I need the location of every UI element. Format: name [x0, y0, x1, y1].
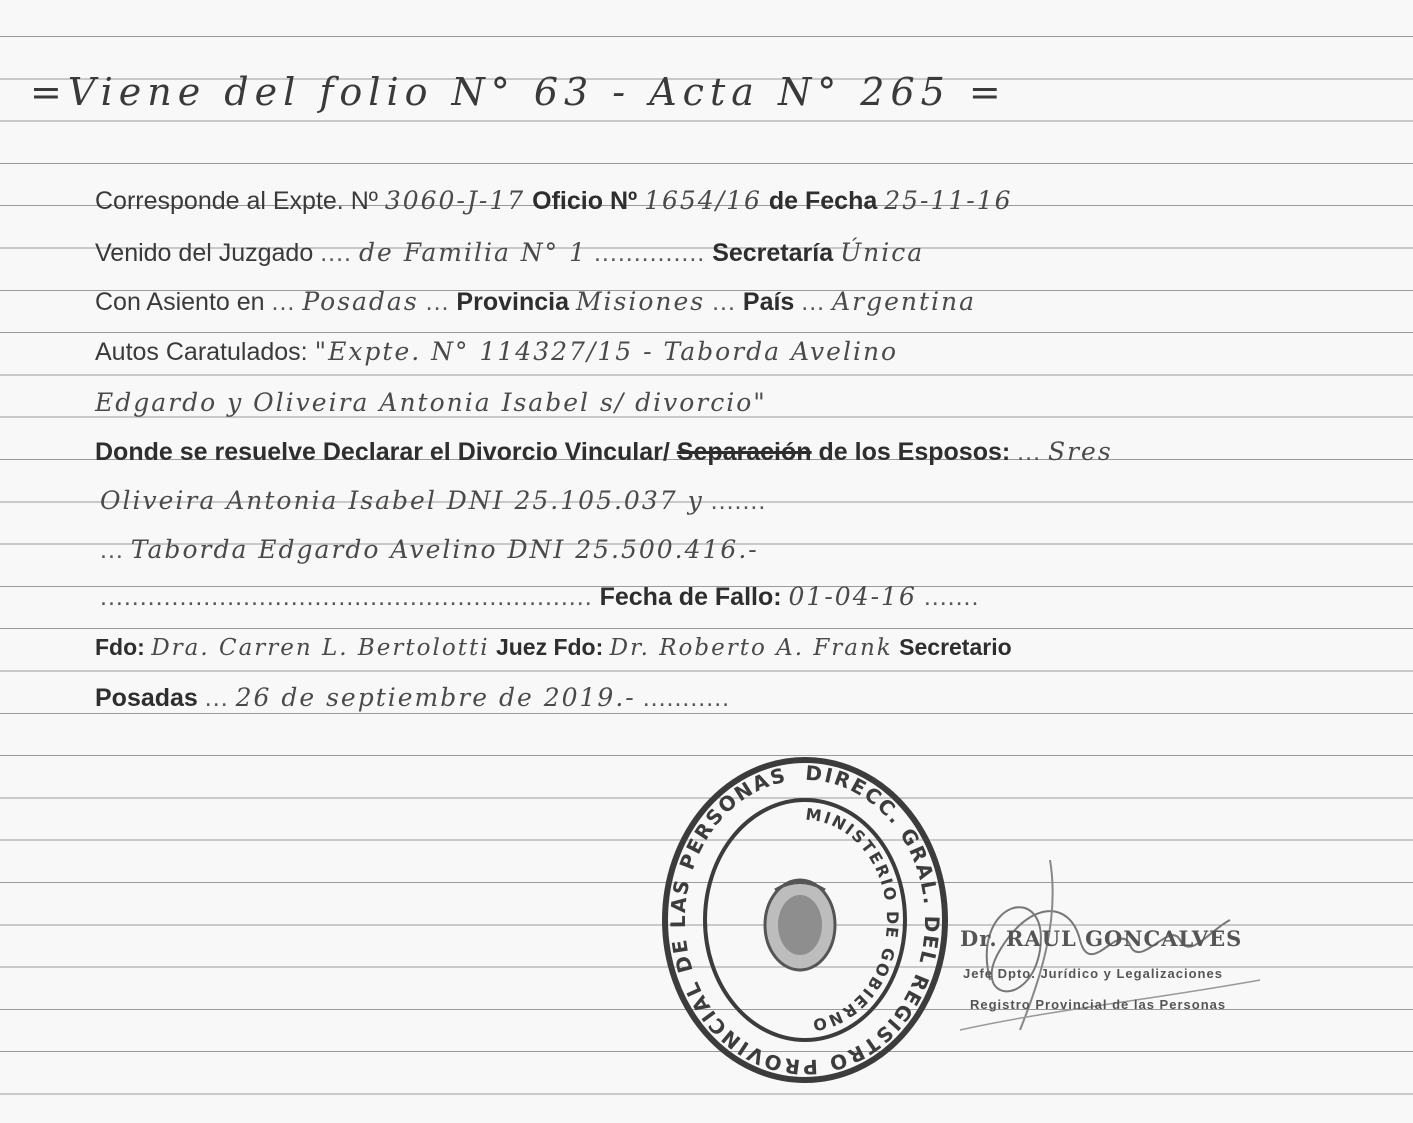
signatory-name: Dr. RAUL GONCALVES [960, 926, 1243, 951]
juez-label: Juez Fdo: [495, 634, 604, 660]
spouse-2-value: Taborda Edgardo Avelino DNI 25.500.416.- [130, 535, 759, 564]
esposos-label: de los Esposos: [818, 438, 1011, 466]
firmas-row [95, 632, 1012, 663]
expte-label: Corresponde al Expte. Nº [95, 187, 378, 215]
lugar-fecha-row: Posadas ... 26 de septiembre de 2019.- ........... [95, 683, 731, 712]
separacion-struck: Separación [676, 438, 812, 466]
asiento-row: Con Asiento en ... Posadas ... Provincia Misiones ... País ... Argentina [95, 287, 977, 316]
expte-value: 3060-J-17 [384, 186, 526, 215]
oficio-value: 1654/16 [644, 186, 762, 215]
sres-value: Sres [1047, 437, 1113, 466]
juzgado-row: Venido del Juzgado .... de Familia N° 1 .............. Secretaría Única [95, 238, 925, 267]
autos-value-1: "Expte. N° 114327/15 - Taborda Avelino [314, 337, 899, 366]
signatory-title-1: Jefe Dpto. Jurídico y Legalizaciones [963, 966, 1223, 981]
pais-value: Argentina [832, 287, 977, 316]
secretario-label: Secretario [899, 634, 1012, 660]
pais-label: País [742, 288, 795, 316]
fallo-label: Fecha de Fallo: [599, 583, 782, 611]
autos-value-2: Edgardo y Oliveira Antonia Isabel s/ divorcio" [95, 388, 767, 417]
juzgado-label: Venido del Juzgado [95, 239, 314, 267]
autos-row-continued [95, 388, 767, 418]
spouse-1-row: Oliveira Antonia Isabel DNI 25.105.037 y ....... [100, 486, 767, 515]
lugar-fecha-value: 26 de septiembre de 2019.- [235, 683, 636, 712]
folio-header: =Viene del folio N° 63 - Acta N° 265 = [30, 70, 1007, 114]
fdo-label: Fdo: [95, 634, 145, 660]
autos-row [95, 337, 898, 367]
seal-inner-text: MINISTERIO DE GOBIERNO [804, 804, 903, 1035]
provincia-value: Misiones [575, 287, 706, 316]
signatory-title-2: Registro Provincial de las Personas [970, 997, 1227, 1012]
juzgado-value: de Familia N° 1 [358, 238, 588, 267]
oficio-label: Oficio Nº [532, 187, 638, 215]
secretaria-label: Secretaría [712, 239, 834, 267]
provincia-label: Provincia [456, 288, 569, 316]
asiento-value: Posadas [302, 287, 419, 316]
coat-of-arms-icon [765, 880, 835, 970]
juez-value: Dra. Carren L. Bertolotti [151, 635, 490, 661]
resolution-text: Donde se resuelve Declarar el Divorcio Vincular/ [95, 438, 670, 466]
autos-label: Autos Caratulados: [95, 338, 308, 366]
fecha-value: 25-11-16 [884, 186, 1013, 215]
spouse-1-value: Oliveira Antonia Isabel DNI 25.105.037 y [100, 486, 704, 515]
spouse-2-row: ... Taborda Edgardo Avelino DNI 25.500.416.- [100, 535, 759, 564]
lugar-label: Posadas [95, 684, 198, 712]
seal-outer-text: DIRECC. GRAL. DEL REGISTRO PROVINCIAL DE LAS PERSONAS [665, 760, 945, 1080]
official-seal [655, 750, 955, 1090]
resolution-row: Donde se resuelve Declarar el Divorcio Vincular/ Separación de los Esposos: ... Sres [95, 437, 1113, 466]
expte-row [95, 186, 1013, 216]
fecha-label: de Fecha [768, 187, 878, 215]
fallo-row: .............................................................. Fecha de Fallo: 01-04-16 ....... [100, 582, 980, 611]
asiento-label: Con Asiento en [95, 288, 265, 316]
secretaria-value: Única [840, 238, 925, 267]
secretario-value: Dr. Roberto A. Frank [609, 635, 893, 661]
fallo-value: 01-04-16 [788, 582, 917, 611]
